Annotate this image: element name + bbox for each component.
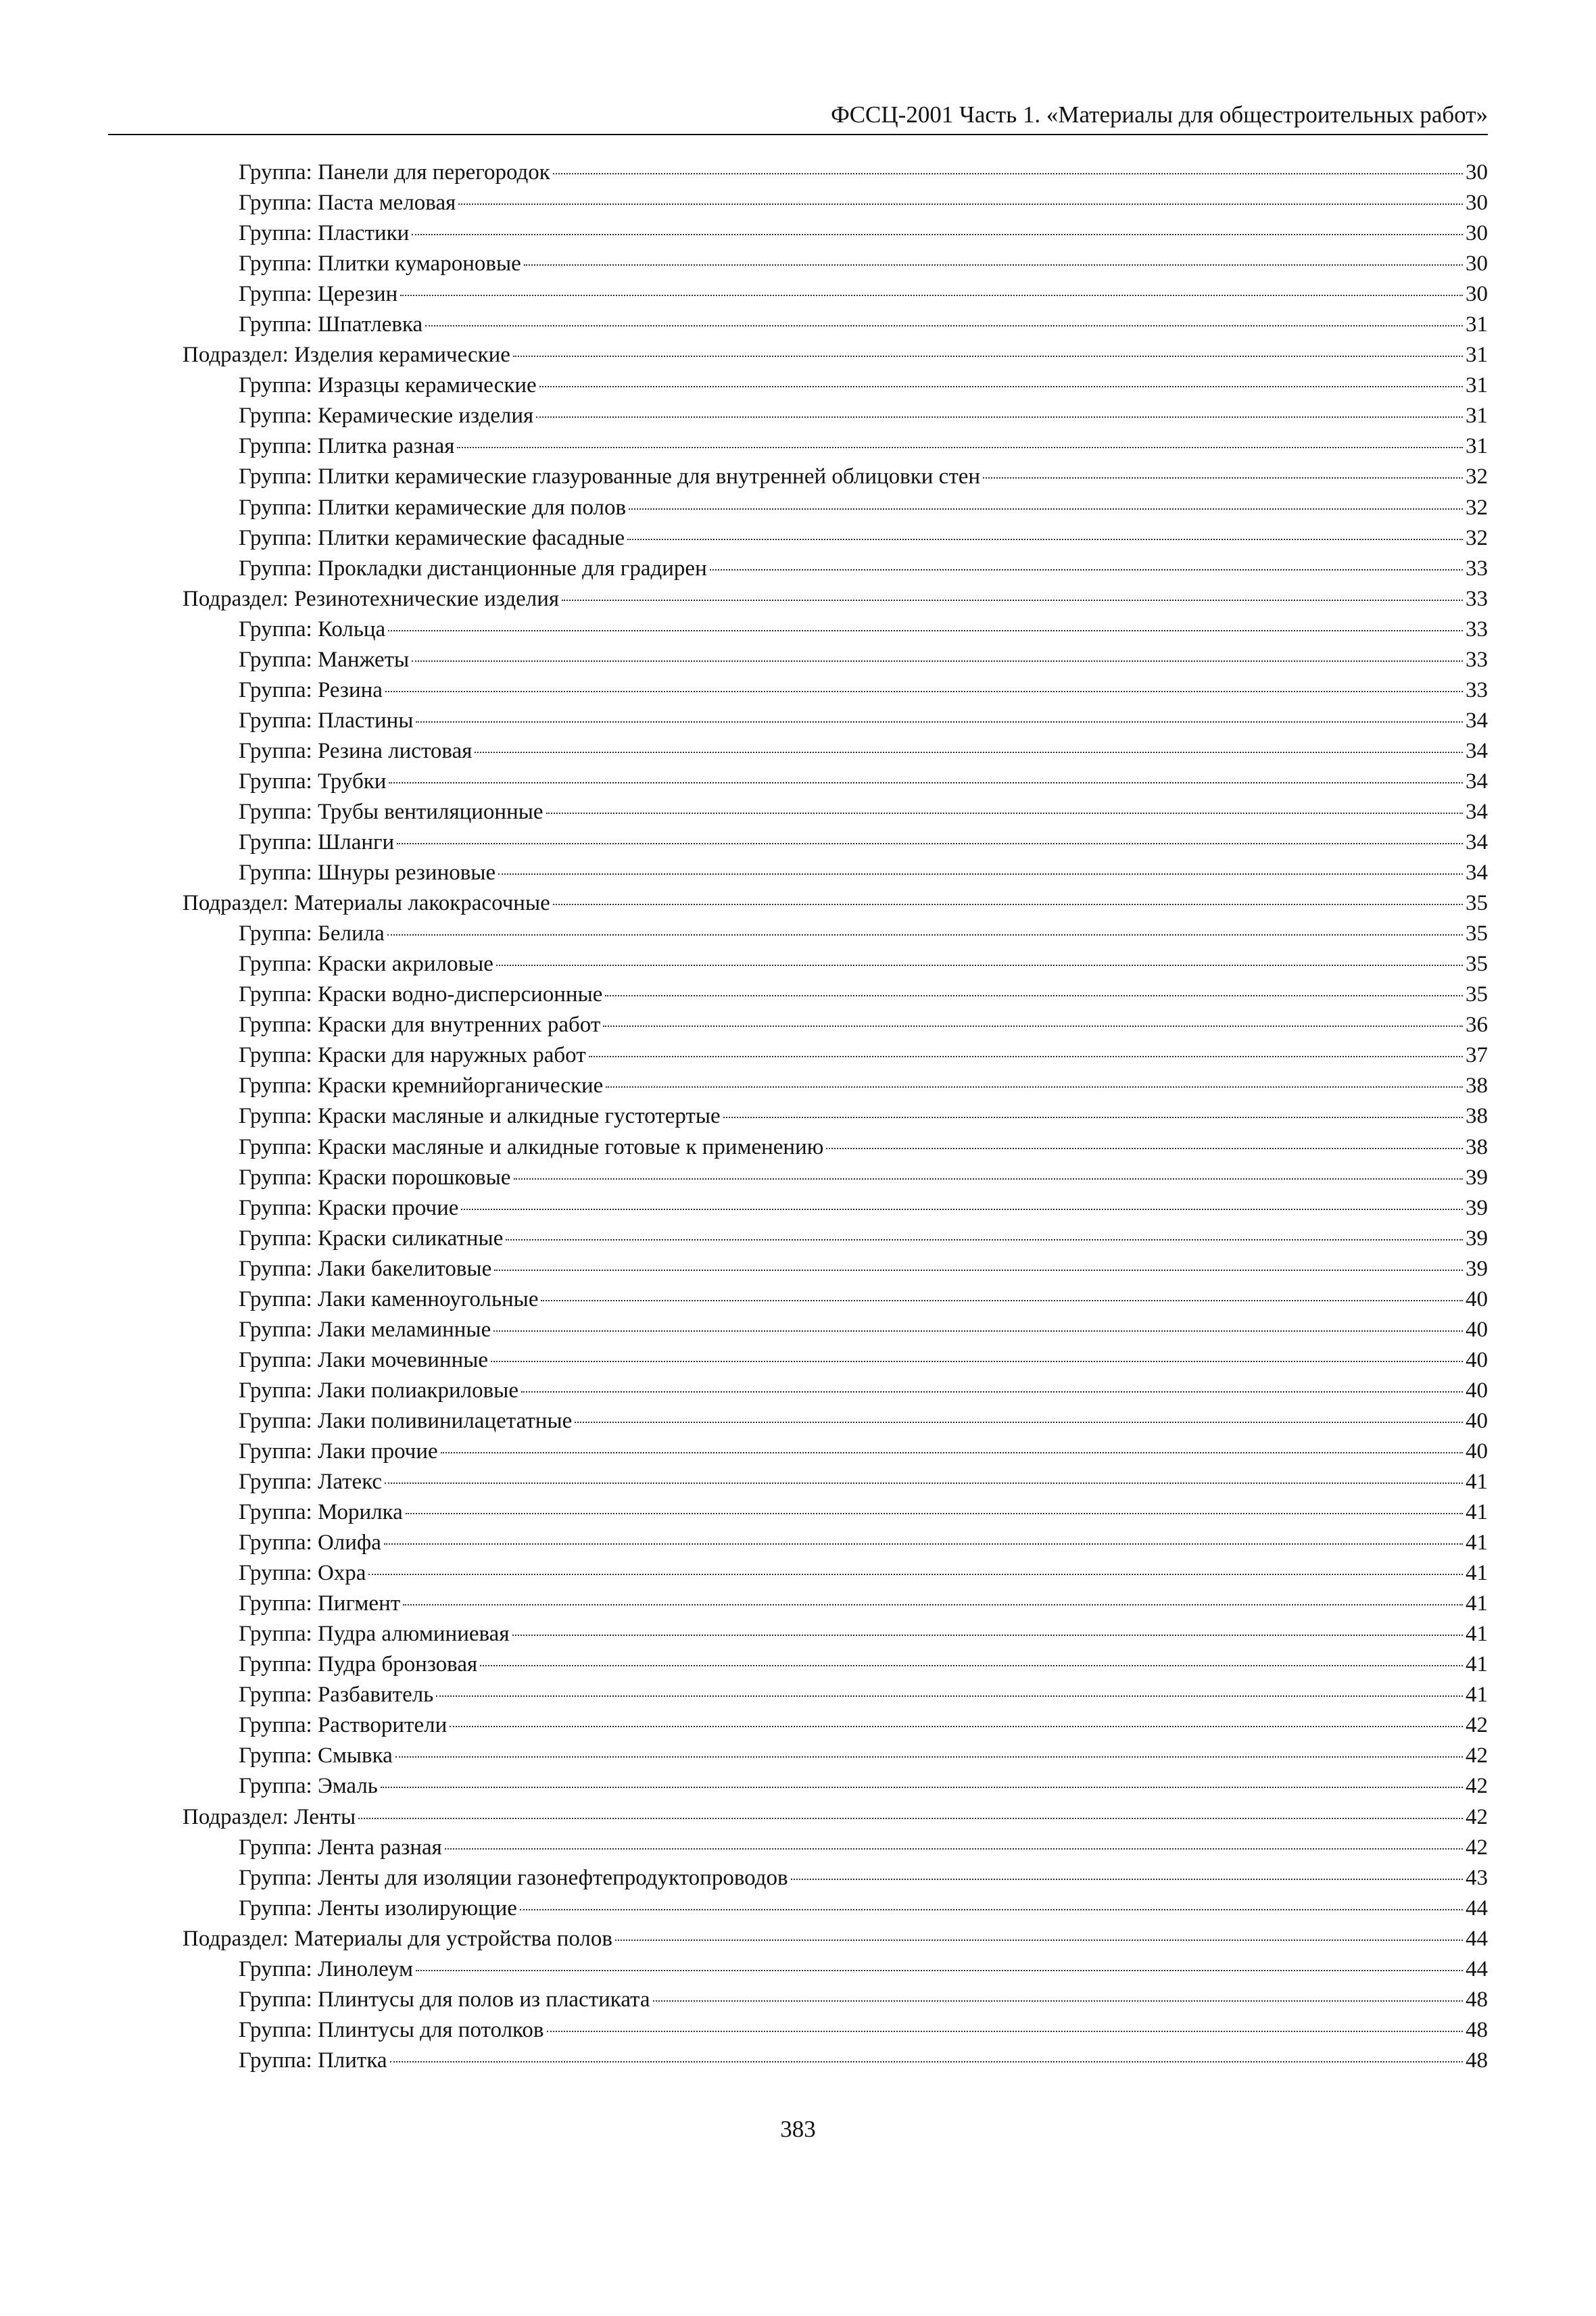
dot-leader — [358, 1818, 1463, 1819]
toc-entry-label: Группа: Пудра бронзовая — [239, 1652, 478, 1677]
toc-entry-label: Группа: Резина листовая — [239, 738, 473, 763]
toc-entry-page: 31 — [1466, 404, 1488, 429]
toc-entry-label: Группа: Ленты для изоляции газонефтепродуктопроводов — [239, 1865, 788, 1890]
dot-leader — [381, 1787, 1463, 1788]
toc-group-entry — [239, 401, 1488, 431]
header-divider — [108, 134, 1488, 135]
dot-leader — [406, 1513, 1463, 1514]
toc-entry-label: Группа: Лаки прочие — [239, 1439, 438, 1464]
dot-leader — [491, 1361, 1463, 1362]
toc-group-entry — [239, 858, 1488, 888]
toc-group-entry — [239, 523, 1488, 554]
dot-leader — [397, 843, 1463, 844]
toc-entry-page: 38 — [1466, 1134, 1488, 1159]
toc-group-entry — [239, 1771, 1488, 1802]
toc-group-entry — [239, 1010, 1488, 1040]
toc-group-entry — [239, 1315, 1488, 1345]
toc-group-entry — [239, 1680, 1488, 1710]
toc-group-entry — [239, 645, 1488, 675]
dot-leader — [553, 904, 1463, 905]
toc-entry-page: 42 — [1466, 1713, 1488, 1738]
toc-entry-label: Группа: Плинтусы для потолков — [239, 2017, 544, 2042]
toc-entry-page: 41 — [1466, 1530, 1488, 1555]
toc-section-entry — [183, 584, 1488, 614]
toc-entry-page: 40 — [1466, 1408, 1488, 1433]
toc-group-entry — [239, 1710, 1488, 1741]
toc-entry-label: Группа: Шнуры резиновые — [239, 861, 496, 886]
toc-entry-page: 41 — [1466, 1470, 1488, 1495]
dot-leader — [710, 569, 1463, 571]
dot-leader — [390, 2061, 1463, 2062]
toc-entry-page: 41 — [1466, 1652, 1488, 1677]
toc-group-entry — [239, 1619, 1488, 1649]
dot-leader — [450, 1726, 1463, 1727]
toc-group-entry — [239, 1497, 1488, 1528]
dot-leader — [506, 1239, 1463, 1240]
toc-group-entry — [239, 493, 1488, 523]
toc-entry-label: Группа: Олифа — [239, 1530, 381, 1555]
toc-entry-label: Группа: Краски прочие — [239, 1195, 459, 1220]
toc-entry-label: Группа: Плитки керамические фасадные — [239, 525, 625, 550]
dot-leader — [791, 1879, 1463, 1880]
toc-section-entry — [183, 1924, 1488, 1954]
dot-leader — [496, 965, 1463, 966]
toc-entry-page: 44 — [1466, 1926, 1488, 1951]
dot-leader — [385, 691, 1463, 692]
toc-entry-label: Группа: Плитки керамические глазурованные для внутренней облицовки стен — [239, 464, 981, 489]
toc-group-entry — [239, 1406, 1488, 1437]
toc-entry-page: 35 — [1466, 921, 1488, 946]
toc-group-entry — [239, 1071, 1488, 1101]
toc-group-entry — [239, 1101, 1488, 1132]
toc-group-entry — [239, 249, 1488, 279]
dot-leader — [605, 995, 1463, 996]
dot-leader — [425, 325, 1463, 327]
toc-entry-page: 36 — [1466, 1013, 1488, 1038]
dot-leader — [441, 1452, 1463, 1453]
toc-entry-page: 30 — [1466, 282, 1488, 307]
toc-entry-label: Группа: Краски водно-дисперсионные — [239, 982, 603, 1007]
toc-entry-label: Подраздел: Материалы для устройства полов — [183, 1926, 612, 1951]
toc-entry-label: Группа: Краски масляные и алкидные густотертые — [239, 1104, 721, 1129]
toc-entry-label: Группа: Лаки полиакриловые — [239, 1378, 518, 1403]
toc-group-entry — [239, 2046, 1488, 2076]
toc-entry-page: 44 — [1466, 1896, 1488, 1921]
toc-group-entry — [239, 1893, 1488, 1924]
toc-entry-page: 33 — [1466, 617, 1488, 642]
toc-group-entry — [239, 614, 1488, 645]
toc-entry-label: Группа: Резина — [239, 677, 383, 702]
dot-leader — [480, 1665, 1463, 1666]
dot-leader — [461, 1209, 1463, 1210]
dot-leader — [723, 1117, 1463, 1118]
toc-entry-label: Группа: Пигмент — [239, 1591, 401, 1616]
toc-entry-label: Группа: Разбавитель — [239, 1683, 434, 1708]
dot-leader — [387, 934, 1463, 936]
toc-entry-page: 37 — [1466, 1043, 1488, 1068]
toc-entry-page: 39 — [1466, 1165, 1488, 1190]
dot-leader — [385, 1482, 1463, 1484]
toc-entry-label: Группа: Панели для перегородок — [239, 160, 550, 185]
toc-entry-page: 30 — [1466, 221, 1488, 246]
toc-entry-label: Группа: Пудра алюминиевая — [239, 1622, 510, 1647]
dot-leader — [521, 1391, 1463, 1393]
dot-leader — [445, 1848, 1463, 1850]
dot-leader — [412, 660, 1463, 662]
toc-entry-page: 32 — [1466, 525, 1488, 550]
toc-group-entry — [239, 919, 1488, 949]
toc-entry-page: 34 — [1466, 830, 1488, 855]
dot-leader — [475, 752, 1463, 753]
toc-entry-label: Группа: Краски кремнийорганические — [239, 1073, 604, 1099]
dot-leader — [493, 1330, 1463, 1332]
toc-entry-label: Группа: Кольца — [239, 617, 386, 642]
toc-section-entry — [183, 340, 1488, 370]
toc-entry-page: 41 — [1466, 1683, 1488, 1708]
toc-entry-label: Группа: Лента разная — [239, 1835, 442, 1860]
dot-leader — [589, 1056, 1463, 1057]
dot-leader — [498, 873, 1463, 875]
toc-entry-label: Группа: Лаки мочевинные — [239, 1347, 489, 1372]
toc-entry-label: Группа: Линолеум — [239, 1956, 413, 1981]
toc-entry-page: 48 — [1466, 2048, 1488, 2073]
toc-entry-label: Группа: Прокладки дистанционные для градирен — [239, 556, 707, 581]
toc-entry-page: 33 — [1466, 647, 1488, 672]
toc-entry-label: Группа: Изразцы керамические — [239, 373, 537, 398]
toc-entry-label: Группа: Манжеты — [239, 647, 410, 672]
toc-group-entry — [239, 279, 1488, 310]
dot-leader — [388, 630, 1463, 631]
toc-group-entry — [239, 706, 1488, 736]
toc-entry-page: 39 — [1466, 1226, 1488, 1251]
toc-entry-page: 30 — [1466, 251, 1488, 276]
toc-entry-label: Группа: Краски силикатные — [239, 1226, 504, 1251]
dot-leader — [547, 2031, 1464, 2032]
dot-leader — [653, 2000, 1463, 2002]
toc-entry-label: Группа: Плитки кумароновые — [239, 251, 521, 276]
toc-group-entry — [239, 1284, 1488, 1315]
toc-entry-page: 32 — [1466, 464, 1488, 489]
dot-leader — [412, 234, 1463, 235]
toc-group-entry — [239, 827, 1488, 858]
dot-leader — [826, 1148, 1463, 1149]
dot-leader — [562, 600, 1463, 601]
dot-leader — [458, 203, 1463, 205]
toc-group-entry — [239, 1985, 1488, 2015]
dot-leader — [553, 173, 1463, 174]
toc-group-entry — [239, 736, 1488, 767]
toc-group-entry — [239, 431, 1488, 462]
toc-entry-label: Подраздел: Материалы лакокрасочные — [183, 891, 550, 916]
toc-group-entry — [239, 1589, 1488, 1619]
toc-entry-label: Группа: Лаки поливинилацетатные — [239, 1408, 573, 1433]
toc-group-entry — [239, 797, 1488, 827]
toc-group-entry — [239, 1254, 1488, 1284]
toc-entry-label: Группа: Лаки каменноугольные — [239, 1286, 539, 1311]
toc-group-entry — [239, 1954, 1488, 1985]
toc-entry-label: Группа: Смывка — [239, 1743, 393, 1768]
dot-leader — [416, 1970, 1463, 1971]
dot-leader — [524, 264, 1463, 266]
dot-leader — [983, 477, 1463, 479]
toc-entry-page: 35 — [1466, 982, 1488, 1007]
dot-leader — [436, 1695, 1463, 1697]
toc-entry-label: Группа: Белила — [239, 921, 385, 946]
toc-entry-page: 40 — [1466, 1317, 1488, 1342]
toc-entry-page: 44 — [1466, 1956, 1488, 1981]
dot-leader — [627, 539, 1463, 540]
toc-entry-page: 42 — [1466, 1804, 1488, 1829]
toc-entry-label: Группа: Латекс — [239, 1470, 383, 1495]
toc-entry-label: Группа: Охра — [239, 1561, 366, 1586]
toc-entry-page: 33 — [1466, 556, 1488, 581]
toc-group-entry — [239, 949, 1488, 980]
toc-group-entry — [239, 554, 1488, 584]
toc-group-entry — [239, 310, 1488, 340]
toc-entry-page: 42 — [1466, 1835, 1488, 1860]
dot-leader — [520, 1909, 1463, 1910]
dot-leader — [494, 1270, 1463, 1271]
toc-entry-page: 48 — [1466, 1987, 1488, 2012]
dot-leader — [368, 1574, 1463, 1575]
toc-entry-page: 31 — [1466, 343, 1488, 368]
toc-entry-label: Подраздел: Резинотехнические изделия — [183, 586, 560, 611]
toc-group-entry — [239, 218, 1488, 249]
toc-entry-page: 40 — [1466, 1286, 1488, 1311]
toc-entry-page: 41 — [1466, 1591, 1488, 1616]
toc-entry-label: Группа: Шпатлевка — [239, 312, 423, 337]
toc-group-entry — [239, 462, 1488, 492]
toc-entry-page: 40 — [1466, 1378, 1488, 1403]
toc-entry-label: Группа: Ленты изолирующие — [239, 1896, 517, 1921]
toc-entry-page: 43 — [1466, 1865, 1488, 1890]
toc-entry-page: 35 — [1466, 891, 1488, 916]
toc-entry-label: Группа: Трубки — [239, 769, 387, 794]
toc-entry-page: 42 — [1466, 1743, 1488, 1768]
toc-entry-label: Подраздел: Ленты — [183, 1804, 356, 1829]
dot-leader — [629, 508, 1463, 510]
toc-group-entry — [239, 1345, 1488, 1376]
toc-group-entry — [239, 1376, 1488, 1406]
dot-leader — [546, 813, 1463, 814]
toc-entry-label: Группа: Трубы вентиляционные — [239, 799, 543, 824]
toc-entry-label: Группа: Керамические изделия — [239, 404, 534, 429]
toc-entry-label: Группа: Плитки керамические для полов — [239, 495, 627, 520]
toc-group-entry — [239, 1132, 1488, 1163]
toc-entry-label: Группа: Растворители — [239, 1713, 448, 1738]
dot-leader — [513, 356, 1463, 357]
toc-entry-label: Группа: Церезин — [239, 282, 398, 307]
toc-group-entry — [239, 1741, 1488, 1771]
toc-entry-page: 40 — [1466, 1439, 1488, 1464]
toc-entry-label: Группа: Эмаль — [239, 1774, 378, 1799]
toc-entry-label: Группа: Пластины — [239, 708, 414, 733]
toc-entry-page: 30 — [1466, 160, 1488, 185]
toc-entry-page: 30 — [1466, 191, 1488, 216]
toc-group-entry — [239, 980, 1488, 1010]
toc-entry-page: 39 — [1466, 1195, 1488, 1220]
dot-leader — [389, 782, 1463, 783]
toc-entry-page: 38 — [1466, 1104, 1488, 1129]
toc-group-entry — [239, 188, 1488, 218]
toc-group-entry — [239, 1528, 1488, 1558]
toc-entry-page: 34 — [1466, 861, 1488, 886]
toc-entry-page: 31 — [1466, 373, 1488, 398]
toc-entry-label: Группа: Лаки меламинные — [239, 1317, 491, 1342]
toc-entry-label: Группа: Шланги — [239, 830, 395, 855]
toc-entry-page: 31 — [1466, 434, 1488, 459]
toc-entry-page: 34 — [1466, 769, 1488, 794]
toc-entry-page: 32 — [1466, 495, 1488, 520]
toc-group-entry — [239, 1224, 1488, 1254]
toc-group-entry — [239, 1467, 1488, 1497]
toc-entry-page: 42 — [1466, 1774, 1488, 1799]
toc-section-entry — [183, 888, 1488, 919]
toc-entry-page: 34 — [1466, 708, 1488, 733]
toc-entry-page: 41 — [1466, 1500, 1488, 1525]
dot-leader — [457, 447, 1463, 448]
dot-leader — [384, 1543, 1463, 1545]
toc-entry-page: 31 — [1466, 312, 1488, 337]
dot-leader — [603, 1026, 1463, 1027]
toc-section-entry — [183, 1802, 1488, 1833]
dot-leader — [541, 1300, 1463, 1301]
toc-group-entry — [239, 158, 1488, 188]
page-number: 383 — [780, 2116, 816, 2142]
dot-leader — [615, 1939, 1463, 1941]
toc-group-entry — [239, 2015, 1488, 2046]
toc-entry-page: 33 — [1466, 586, 1488, 611]
dot-leader — [539, 386, 1463, 387]
toc-entry-page: 39 — [1466, 1256, 1488, 1281]
table-of-contents — [183, 158, 1488, 2076]
dot-leader — [514, 1178, 1463, 1180]
toc-entry-page: 33 — [1466, 677, 1488, 702]
toc-entry-page: 38 — [1466, 1073, 1488, 1099]
toc-entry-label: Группа: Плинтусы для полов из пластиката — [239, 1987, 650, 2012]
toc-entry-label: Группа: Плитка — [239, 2048, 387, 2073]
running-header: ФССЦ-2001 Часть 1. «Материалы для общестроительных работ» — [831, 101, 1488, 128]
dot-leader — [512, 1635, 1464, 1636]
toc-entry-label: Группа: Краски для внутренних работ — [239, 1013, 601, 1038]
toc-group-entry — [239, 767, 1488, 797]
toc-group-entry — [239, 1193, 1488, 1224]
dot-leader — [575, 1422, 1463, 1423]
toc-entry-page: 48 — [1466, 2017, 1488, 2042]
dot-leader — [416, 721, 1463, 723]
dot-leader — [606, 1086, 1463, 1088]
toc-entry-label: Группа: Краски порошковые — [239, 1165, 511, 1190]
dot-leader — [400, 295, 1463, 296]
toc-entry-label: Группа: Краски акриловые — [239, 952, 493, 977]
toc-group-entry — [239, 1040, 1488, 1071]
toc-entry-label: Группа: Морилка — [239, 1500, 403, 1525]
toc-entry-page: 41 — [1466, 1622, 1488, 1647]
toc-group-entry — [239, 1649, 1488, 1680]
dot-leader — [395, 1756, 1463, 1758]
toc-entry-label: Группа: Плитка разная — [239, 434, 455, 459]
toc-entry-page: 34 — [1466, 738, 1488, 763]
toc-entry-page: 35 — [1466, 952, 1488, 977]
toc-entry-label: Группа: Пластики — [239, 221, 410, 246]
toc-entry-page: 34 — [1466, 799, 1488, 824]
toc-group-entry — [239, 675, 1488, 706]
toc-entry-label: Группа: Паста меловая — [239, 191, 456, 216]
toc-group-entry — [239, 1833, 1488, 1863]
toc-entry-label: Группа: Лаки бакелитовые — [239, 1256, 492, 1281]
toc-entry-label: Группа: Краски масляные и алкидные готовые к применению — [239, 1134, 824, 1159]
toc-entry-page: 41 — [1466, 1561, 1488, 1586]
toc-entry-page: 40 — [1466, 1347, 1488, 1372]
dot-leader — [403, 1604, 1463, 1606]
dot-leader — [536, 416, 1463, 418]
toc-group-entry — [239, 370, 1488, 401]
toc-group-entry — [239, 1558, 1488, 1589]
toc-group-entry — [239, 1437, 1488, 1467]
toc-entry-label: Подраздел: Изделия керамические — [183, 343, 510, 368]
toc-entry-label: Группа: Краски для наружных работ — [239, 1043, 586, 1068]
toc-group-entry — [239, 1863, 1488, 1893]
toc-group-entry — [239, 1163, 1488, 1193]
